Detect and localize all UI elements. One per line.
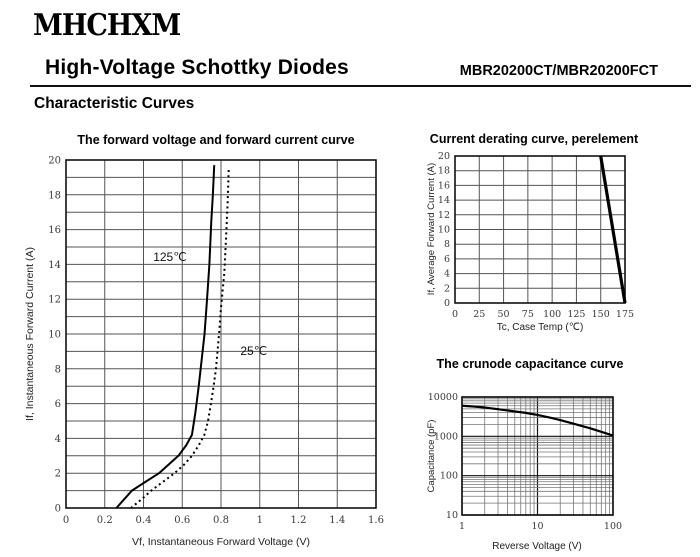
chart3-yaxis-label: Capacitance (pF) (426, 419, 437, 493)
svg-text:1.6: 1.6 (368, 515, 384, 526)
svg-text:0: 0 (62, 515, 70, 526)
svg-text:16: 16 (48, 225, 61, 237)
svg-text:10: 10 (437, 224, 450, 236)
svg-text:175: 175 (615, 309, 635, 320)
svg-text:0.8: 0.8 (213, 515, 229, 526)
chart1-canvas (36, 150, 396, 535)
chart3-title: The crunode capacitance curve (436, 357, 624, 371)
svg-text:2: 2 (443, 283, 450, 295)
chart1-xaxis-label: Vf, Instantaneous Forward Voltage (V) (131, 536, 310, 548)
svg-text:18: 18 (48, 190, 61, 202)
svg-text:10: 10 (445, 510, 458, 521)
svg-text:0: 0 (54, 503, 61, 515)
svg-text:0.4: 0.4 (135, 515, 152, 526)
svg-text:10000: 10000 (427, 392, 458, 403)
svg-text:0.6: 0.6 (174, 515, 191, 526)
svg-text:0: 0 (443, 298, 450, 309)
svg-text:1000: 1000 (433, 431, 458, 443)
page-title: High-Voltage Schottky Diodes (45, 56, 349, 79)
svg-text:4: 4 (54, 433, 61, 445)
svg-text:10: 10 (531, 521, 544, 532)
svg-text:100: 100 (603, 521, 623, 532)
svg-text:125: 125 (567, 309, 586, 320)
chart3-xaxis-label: Reverse Voltage (V) (492, 541, 582, 552)
svg-text:150: 150 (591, 309, 610, 320)
svg-text:25: 25 (473, 309, 486, 320)
brand-logo: MHCHXM (33, 8, 181, 43)
svg-text:6: 6 (54, 399, 61, 411)
svg-text:75: 75 (521, 309, 534, 320)
svg-text:1: 1 (458, 521, 466, 532)
svg-text:50: 50 (497, 309, 510, 320)
svg-text:8: 8 (54, 364, 61, 376)
svg-text:4: 4 (443, 268, 450, 280)
svg-text:20: 20 (48, 155, 61, 167)
svg-text:14: 14 (437, 195, 450, 207)
svg-text:8: 8 (443, 239, 450, 251)
svg-text:6: 6 (443, 253, 450, 265)
svg-text:1.4: 1.4 (329, 515, 346, 526)
svg-text:16: 16 (437, 180, 450, 192)
svg-text:25℃: 25℃ (240, 343, 268, 358)
svg-text:1: 1 (256, 515, 263, 526)
svg-text:125℃: 125℃ (153, 249, 187, 264)
chart2-yaxis-label: If, Average Forward Current (A) (426, 162, 437, 296)
svg-text:1.2: 1.2 (290, 515, 307, 526)
svg-text:12: 12 (48, 294, 61, 306)
part-number: MBR20200CT/MBR20200FCT (459, 63, 658, 79)
chart2-title: Current derating curve, perelement (429, 132, 639, 146)
svg-text:0.2: 0.2 (96, 515, 113, 526)
svg-text:18: 18 (437, 165, 450, 177)
svg-text:100: 100 (439, 470, 458, 482)
svg-text:2: 2 (54, 468, 61, 480)
svg-text:10: 10 (48, 329, 61, 341)
section-heading: Characteristic Curves (34, 95, 195, 112)
chart2-xaxis-label: Tc, Case Temp (℃) (496, 322, 584, 333)
chart3-canvas (427, 388, 690, 556)
svg-text:100: 100 (543, 309, 562, 320)
svg-text:14: 14 (48, 259, 61, 271)
chart1-yaxis-label: If, Instantaneous Forward Current (A) (24, 247, 36, 421)
svg-text:12: 12 (437, 209, 450, 221)
svg-text:20: 20 (437, 151, 450, 162)
title-underline (30, 85, 691, 87)
chart1-title: The forward voltage and forward current curve (77, 133, 355, 147)
chart2-canvas (425, 148, 690, 338)
svg-text:0: 0 (451, 309, 459, 320)
